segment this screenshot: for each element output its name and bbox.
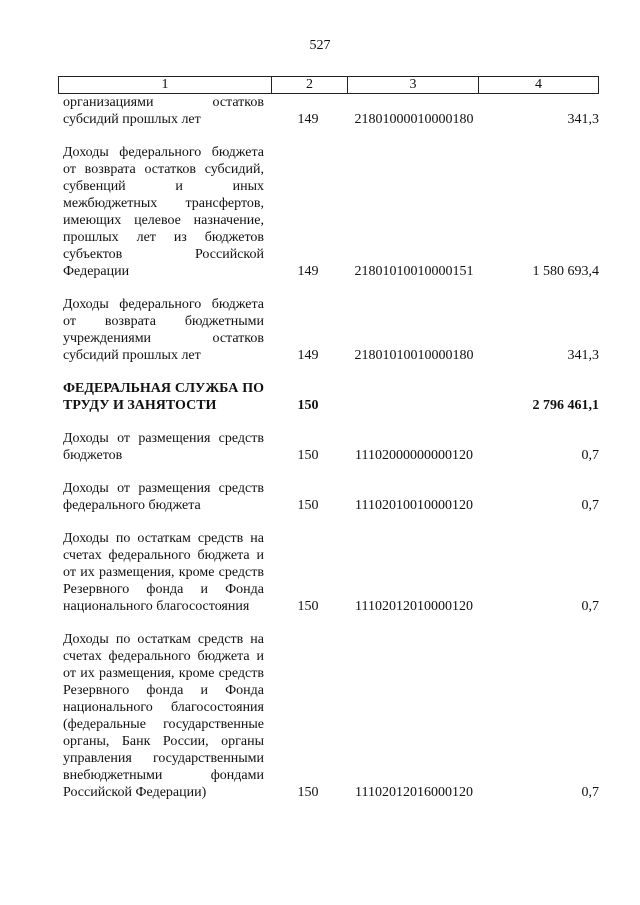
row-name: ФЕДЕРАЛЬНАЯ СЛУЖБА ПО ТРУДУ И ЗАНЯТОСТИ	[63, 381, 264, 413]
row-name: Доходы от размещения средств бюджетов	[63, 431, 264, 463]
table-row	[0, 94, 640, 128]
row-amount: 0,7	[581, 448, 599, 463]
row-amount: 341,3	[567, 348, 599, 363]
row-admin-code: 150	[297, 448, 319, 463]
page-number: 527	[309, 38, 331, 53]
row-admin-code: 149	[297, 348, 319, 363]
row-name: Доходы по остаткам средств на счетах федерального бюджета и от их размещения, кроме средств Резервного фонда и Фонда национального благосостояния (федеральные государственные органы, Банк России, органы управления государственными внебюджетными фондами Российской Федерации)	[63, 632, 264, 800]
row-income-code: 21801000010000180	[354, 112, 474, 127]
row-admin-code: 150	[297, 498, 319, 513]
row-admin-code: 150	[297, 785, 319, 800]
table-row	[0, 480, 640, 514]
row-name: Доходы федерального бюджета от возврата бюджетными учреждениями остатков субсидий прошлых лет	[63, 297, 264, 363]
row-income-code: 11102012016000120	[355, 785, 473, 800]
table-row-section	[0, 380, 640, 414]
row-income-code: 21801010010000151	[354, 264, 474, 279]
table-row	[0, 430, 640, 464]
row-amount: 0,7	[581, 599, 599, 614]
row-amount: 0,7	[581, 498, 599, 513]
row-amount: 341,3	[567, 112, 599, 127]
table-row	[0, 530, 640, 615]
header-col-2: 2	[272, 77, 348, 93]
row-name: Доходы по остаткам средств на счетах федерального бюджета и от их размещения, кроме средств Резервного фонда и Фонда национального благосостояния	[63, 531, 264, 614]
row-admin-code: 149	[297, 112, 319, 127]
row-name: Доходы федерального бюджета от возврата остатков субсидий, субвенций и иных межбюджетных трансфертов, имеющих целевое назначение, прошлых лет из бюджетов субъектов Российской Федерации	[63, 145, 264, 279]
header-col-4: 4	[535, 77, 542, 92]
row-amount: 1 580 693,4	[532, 264, 599, 279]
row-admin-code: 149	[297, 264, 319, 279]
table-row	[0, 144, 640, 280]
row-amount: 2 796 461,1	[532, 398, 599, 413]
table-body	[0, 94, 640, 801]
row-name: организациями остатков субсидий прошлых лет	[63, 95, 264, 127]
header-col-1: 1	[59, 77, 272, 93]
row-income-code: 11102012010000120	[355, 599, 473, 614]
table-row	[0, 631, 640, 801]
row-income-code: 11102010010000120	[355, 498, 473, 513]
row-name: Доходы от размещения средств федерального бюджета	[63, 481, 264, 513]
row-amount: 0,7	[581, 785, 599, 800]
row-admin-code: 150	[297, 398, 319, 413]
row-admin-code: 150	[297, 599, 319, 614]
row-income-code: 21801010010000180	[354, 348, 474, 363]
header-col-3: 3	[348, 77, 479, 93]
table-header	[58, 76, 599, 94]
row-income-code: 11102000000000120	[355, 448, 473, 463]
table-row	[0, 296, 640, 364]
